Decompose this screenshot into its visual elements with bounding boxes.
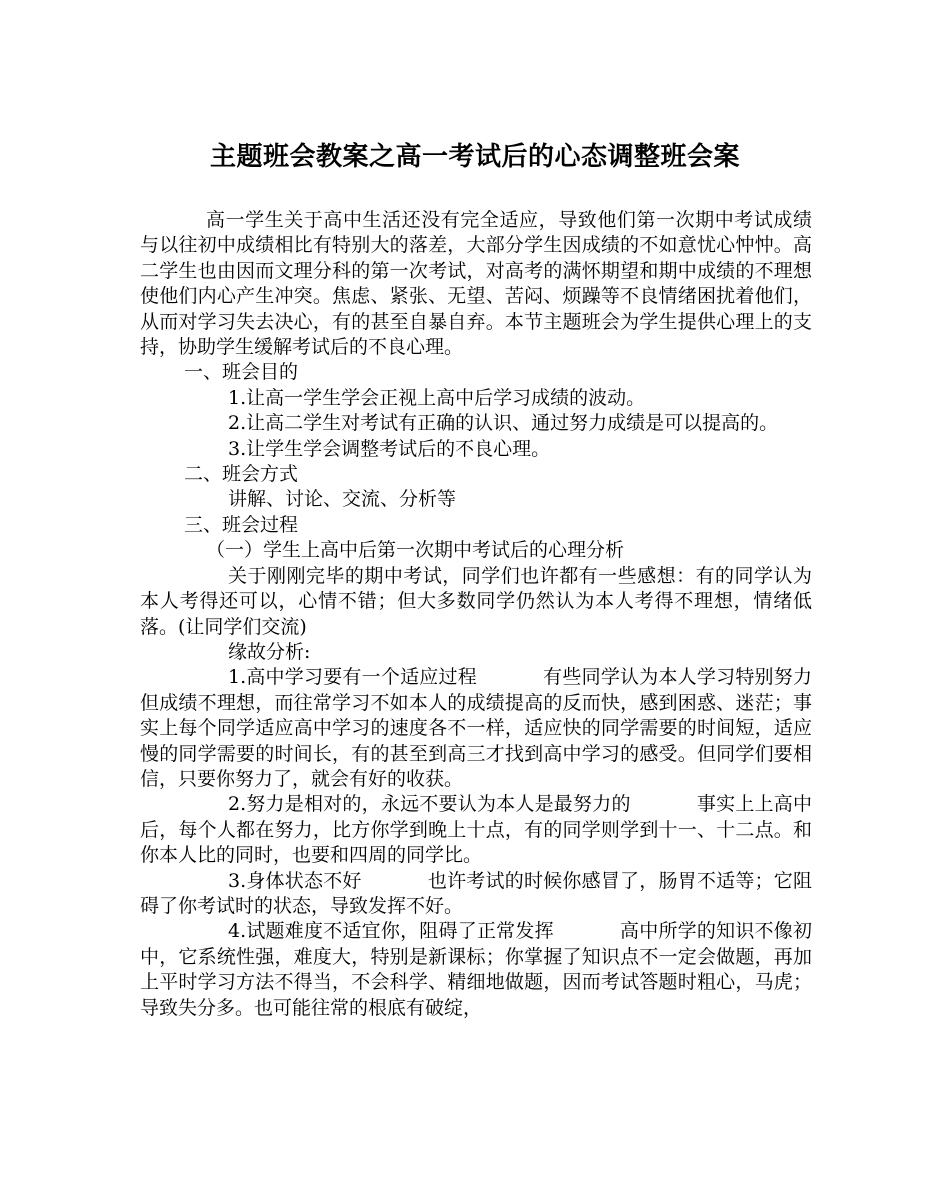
reason-2 [140,792,812,868]
intro-paragraph: 高一学生关于高中生活还没有完全适应，导致他们第一次期中考试成绩与以往初中成绩相比有特别大的落差，大部分学生因成绩的不如意忧心忡忡。高二学生也由因而文理分科的第一次考试，对高考的满怀期望和期中成绩的不理想使他们内心产生冲突。焦虑、紧张、无望、苦闷、烦躁等不良情绪困扰着他们，从而对学习失去决心，有的甚至自暴自弃。本节主题班会为学生提供心理上的支持，协助学生缓解考试后的不良心理。 [140,209,812,359]
reason-2-head: 2.努力是相对的，永远不要认为本人是最努力的 [228,793,631,816]
document-body [140,208,812,1021]
purpose-item-1: 1.让高一学生学会正视上高中后学习成绩的波动。 [228,386,646,409]
section-heading-process: 三、班会过程 [184,513,299,536]
purpose-item-2: 2.让高二学生对考试有正确的认识、通过努力成绩是可以提高的。 [228,412,779,435]
reason-3 [140,869,812,920]
reason-1-body: 有些同学认为本人学习特别努力但成绩不理想，而往常学习不如本人的成绩提高的反而快，感到困惑、迷茫；事实上每个同学适应高中学习的速度各不一样，适应快的同学需要的时间短，适应慢的同学需要的时间长，有的甚至到高三才找到高中学习的感受。但同学们要相信，只要你努力了，就会有好的收获。 [140,666,812,790]
reason-4-head: 4.试题难度不适宜你，阻碍了正常发挥 [228,920,554,943]
method-text: 讲解、讨论、交流、分析等 [228,488,457,511]
section-heading-purpose: 一、班会目的 [184,361,299,384]
reason-1-head: 1.高中学习要有一个适应过程 [228,666,477,689]
reason-1 [140,665,812,792]
process-paragraph: 关于刚刚完毕的期中考试，同学们也许都有一些感想：有的同学认为本人考得还可以，心情不错；但大多数同学仍然认为本人考得不理想，情绪低落。(让同学们交流) [140,564,812,638]
reason-3-body: 也许考试的时候你感冒了，肠胃不适等；它阻碍了你考试时的状态，导致发挥不好。 [140,869,812,917]
reason-4 [140,919,812,1021]
reason-4-body: 高中所学的知识不像初中，它系统性强，难度大，特别是新课标；你掌握了知识点不一定会做题，再加上平时学习方法不得当，不会科学、精细地做题，因而考试答题时粗心，马虎；导致失分多。也可能往常的根底有破绽， [140,920,812,1019]
reason-2-body: 事实上上高中后，每个人都在努力，比方你学到晚上十点，有的同学则学到十一、十二点。和你本人比的同时，也要和四周的同学比。 [140,793,812,867]
purpose-item-3: 3.让学生学会调整考试后的不良心理。 [228,437,551,460]
section-heading-method: 二、班会方式 [184,463,299,486]
reason-3-head: 3.身体状态不好 [228,869,362,892]
document-title: 主题班会教案之高一考试后的心态调整班会案 [209,142,740,172]
process-subheading: （一）学生上高中后第一次期中考试后的心理分析 [206,539,625,562]
reason-heading: 缘故分析: [228,640,311,663]
